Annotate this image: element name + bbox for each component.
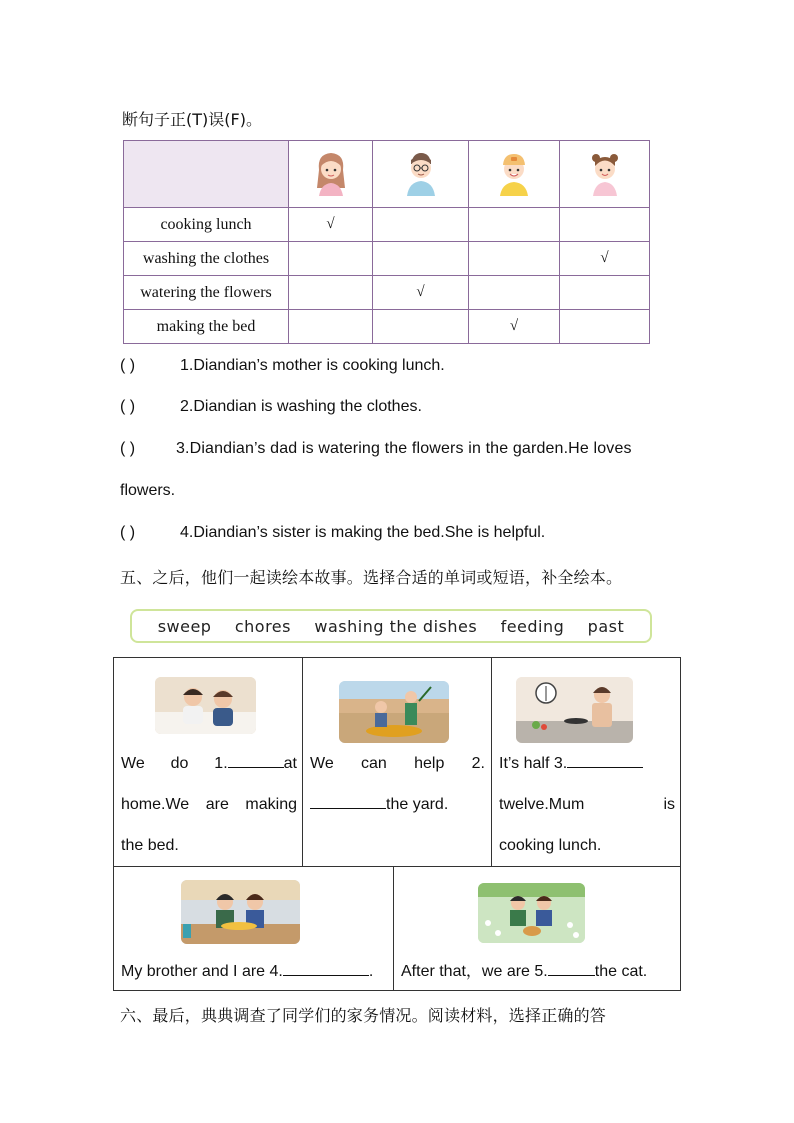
check-cell: √ (289, 208, 373, 242)
blank-1[interactable] (228, 749, 284, 768)
story-word: the yard. (386, 796, 449, 813)
story-word: is (663, 796, 675, 813)
story-word: 1. (214, 755, 228, 772)
tf-item-2 (120, 398, 422, 416)
check-cell (560, 276, 650, 310)
blank-3[interactable] (567, 749, 643, 768)
story-word: the cat. (594, 963, 648, 980)
girl-buns-icon (585, 148, 625, 196)
boy-cap-icon (494, 148, 534, 196)
story-word: . (368, 963, 374, 980)
avatar-boy (469, 141, 560, 208)
chore-label: washing the clothes (124, 242, 289, 276)
check-cell (289, 242, 373, 276)
check-cell (373, 242, 469, 276)
word-bank (130, 609, 652, 643)
word-option: feeding (500, 616, 565, 636)
tf-text: 2.Diandian is washing the clothes. (180, 398, 422, 415)
chore-label: watering the flowers (124, 276, 289, 310)
story-word: It’s half 3. (499, 755, 568, 772)
story-cell-4 (121, 951, 373, 992)
story-cell-1 (121, 743, 297, 866)
story-cell-3 (499, 743, 675, 866)
picture-sweeping-yard (339, 681, 449, 743)
avatar-sister (560, 141, 650, 208)
table-corner (124, 141, 289, 208)
instruction-text: 断句子正(T)误(F)。 (122, 110, 262, 129)
tf-item-1 (120, 357, 445, 375)
blank-4[interactable] (283, 957, 369, 976)
blank-5[interactable] (548, 957, 595, 976)
avatar-mother (289, 141, 373, 208)
check-cell (289, 310, 373, 344)
story-word: We (121, 755, 145, 772)
story-word: can (361, 755, 387, 772)
check-cell (373, 310, 469, 344)
story-word: are (205, 796, 229, 813)
story-cell-2 (310, 743, 485, 825)
tf-item-3 (120, 440, 676, 458)
check-cell (469, 276, 560, 310)
word-option: past (587, 616, 625, 636)
girl-long-hair-icon (311, 148, 351, 196)
check-cell (373, 208, 469, 242)
story-line: cooking lunch. (499, 837, 602, 854)
story-word: help (414, 755, 445, 772)
check-cell (469, 208, 560, 242)
blank-2[interactable] (310, 790, 386, 809)
divider (113, 866, 681, 867)
word-option: sweep (157, 616, 212, 636)
picture-making-bed (155, 677, 256, 734)
check-cell (469, 242, 560, 276)
avatar-father (373, 141, 469, 208)
story-cell-5 (401, 951, 647, 992)
story-word: 2. (471, 755, 485, 772)
picture-washing-dishes (181, 880, 300, 944)
section-6-heading: 六、最后，典典调查了同学们的家务情况。阅读材料，选择正确的答 (120, 1006, 607, 1025)
word-option: chores (234, 616, 291, 636)
divider (393, 866, 394, 991)
man-glasses-icon (401, 148, 441, 196)
check-cell (560, 208, 650, 242)
tf-item-3-cont: flowers. (120, 482, 176, 499)
answer-bracket[interactable]: ( ) (120, 524, 136, 541)
answer-bracket[interactable]: ( ) (120, 398, 136, 415)
picture-cooking-lunch (516, 677, 633, 743)
story-word: My brother and I are 4. (121, 963, 283, 980)
answer-bracket[interactable]: ( ) (120, 440, 136, 457)
tf-text: 1.Diandian’s mother is cooking lunch. (180, 357, 445, 374)
story-word: After that，we are 5. (401, 963, 548, 980)
check-cell: √ (560, 242, 650, 276)
story-word: at (283, 755, 297, 772)
divider (491, 657, 492, 866)
story-line: the bed. (121, 837, 179, 854)
word-option: washing the dishes (314, 616, 478, 636)
chores-table (123, 140, 650, 344)
divider (302, 657, 303, 866)
check-cell: √ (373, 276, 469, 310)
answer-bracket[interactable]: ( ) (120, 357, 136, 374)
picture-feeding-cat (478, 883, 585, 943)
tf-text: 4.Diandian’s sister is making the bed.She is helpful. (180, 524, 546, 541)
story-word: home.We (121, 796, 190, 813)
tf-item-4 (120, 524, 545, 542)
check-cell: √ (469, 310, 560, 344)
story-word: do (170, 755, 189, 772)
check-cell (289, 276, 373, 310)
chore-label: cooking lunch (124, 208, 289, 242)
section-5-heading: 五、之后，他们一起读绘本故事。选择合适的单词或短语，补全绘本。 (120, 568, 623, 587)
story-word: twelve.Mum (499, 796, 585, 813)
check-cell (560, 310, 650, 344)
story-word: making (245, 796, 297, 813)
story-word: We (310, 755, 334, 772)
tf-text: 3.Diandian’s dad is watering the flowers in the garden.He loves (176, 440, 632, 457)
chore-label: making the bed (124, 310, 289, 344)
